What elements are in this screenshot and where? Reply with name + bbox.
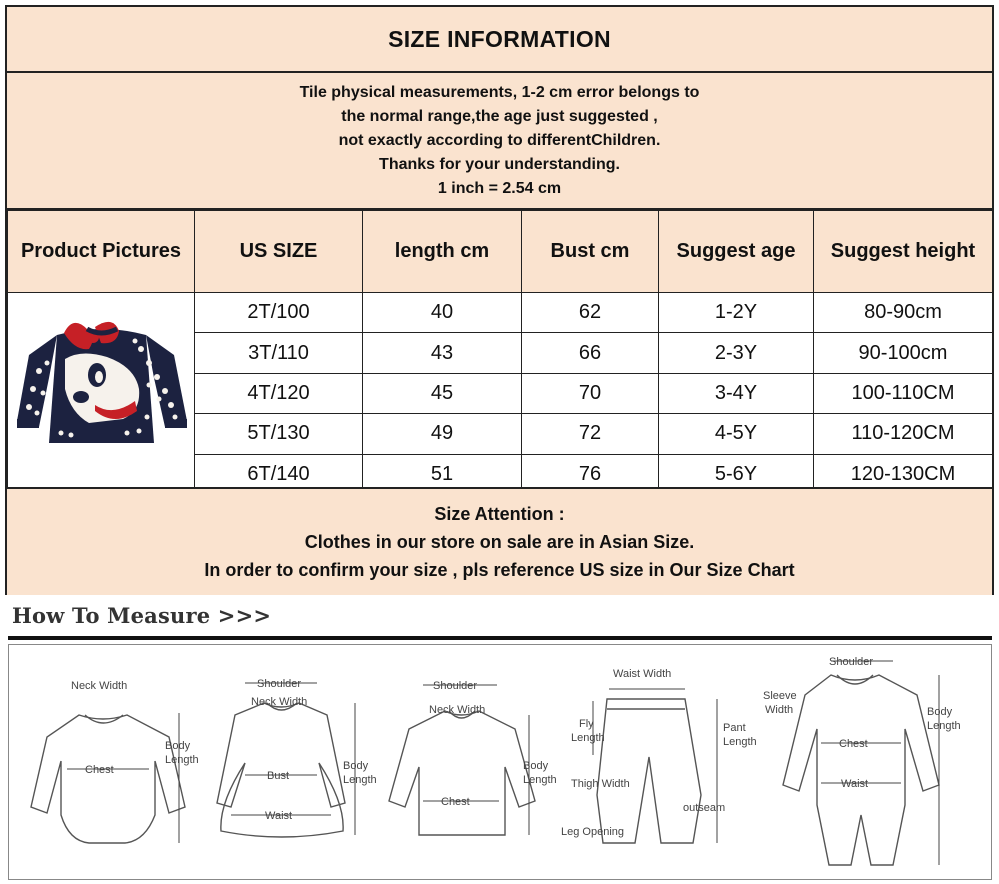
label-chest: Chest (839, 738, 868, 750)
label-outseam: outseam (683, 802, 726, 814)
table-cell: 110-120CM (814, 414, 993, 454)
table-cell: 3-4Y (659, 373, 814, 413)
table-cell: 40 (363, 293, 522, 333)
top-diagram (389, 711, 535, 835)
table-cell: 90-100cm (814, 333, 993, 373)
table-cell: 6T/140 (195, 454, 363, 494)
table-cell: 120-130CM (814, 454, 993, 494)
label-waist: Waist (841, 778, 869, 790)
label-sleeve-width: Sleeve (763, 690, 797, 702)
label-waist: Waist (265, 810, 293, 822)
table-cell: 4-5Y (659, 414, 814, 454)
table-header-row (8, 211, 993, 293)
label-body-length: Body (523, 760, 549, 772)
label-pant-length: Length (723, 736, 757, 748)
label-sleeve-width: Width (765, 704, 794, 716)
table-cell: 80-90cm (814, 293, 993, 333)
note-line: Tile physical measurements, 1-2 cm error belongs to (299, 83, 700, 101)
size-table (7, 210, 993, 495)
table-cell: 72 (522, 414, 659, 454)
note-line: not exactly according to differentChildren. (338, 131, 661, 149)
label-chest: Chest (441, 796, 470, 808)
pants-diagram (597, 699, 701, 843)
attention-heading: Size Attention : (434, 504, 565, 524)
label-body-length: Length (165, 754, 199, 766)
column-header: length cm (363, 211, 522, 293)
table-cell: 2T/100 (195, 293, 363, 333)
table-row (8, 293, 993, 333)
table-cell: 3T/110 (195, 333, 363, 373)
label-neck-width: Neck Width (71, 680, 128, 692)
label-fly-length: Fly (579, 718, 594, 730)
column-header: Suggest age (659, 211, 814, 293)
table-cell: 4T/120 (195, 373, 363, 413)
product-picture-cell (8, 293, 195, 495)
column-header: Bust cm (522, 211, 659, 293)
table-cell: 43 (363, 333, 522, 373)
column-header: US SIZE (195, 211, 363, 293)
page-title: SIZE INFORMATION (7, 7, 992, 73)
label-body-length: Length (343, 774, 377, 786)
column-header: Suggest height (814, 211, 993, 293)
size-chart-sheet (5, 5, 994, 595)
romper-diagram (783, 675, 939, 865)
table-cell: 62 (522, 293, 659, 333)
table-cell: 70 (522, 373, 659, 413)
label-bust: Bust (267, 770, 290, 782)
bodysuit-diagram (31, 715, 185, 843)
table-cell: 45 (363, 373, 522, 413)
label-body-length: Body (927, 706, 953, 718)
label-shoulder: Shoulder (829, 656, 874, 668)
measurement-diagrams (8, 644, 992, 880)
label-neck-width: Neck Width (251, 696, 308, 708)
table-cell: 49 (363, 414, 522, 454)
table-cell: 2-3Y (659, 333, 814, 373)
column-header: Product Pictures (8, 211, 195, 293)
table-cell: 1-2Y (659, 293, 814, 333)
attention-line: In order to confirm your size , pls reference US size in Our Size Chart (204, 560, 795, 580)
size-attention (7, 487, 992, 595)
garment-diagrams (9, 645, 993, 881)
table-cell: 5-6Y (659, 454, 814, 494)
note-line: the normal range,the age just suggested , (341, 107, 658, 125)
label-body-length: Body (165, 740, 191, 752)
label-pant-length: Pant (723, 722, 746, 734)
table-cell: 5T/130 (195, 414, 363, 454)
label-leg-opening: Leg Opening (561, 826, 624, 838)
label-shoulder: Shoulder (433, 680, 478, 692)
note-line: 1 inch = 2.54 cm (437, 179, 562, 197)
sweater-image (9, 293, 194, 488)
table-cell: 66 (522, 333, 659, 373)
attention-line: Clothes in our store on sale are in Asian Size. (304, 532, 695, 552)
label-thigh-width: Thigh Width (571, 778, 630, 790)
label-body-length: Length (523, 774, 557, 786)
how-to-measure-title: How To Measure >>> (12, 603, 272, 628)
table-cell: 100-110CM (814, 373, 993, 413)
measurement-notes (7, 73, 992, 210)
label-waist-width: Waist Width (613, 668, 672, 680)
label-shoulder: Shoulder (257, 678, 302, 690)
note-line: Thanks for your understanding. (379, 155, 620, 173)
label-body-length: Length (927, 720, 961, 732)
table-cell: 51 (363, 454, 522, 494)
divider (8, 636, 992, 640)
label-fly-length: Length (571, 732, 605, 744)
table-cell: 76 (522, 454, 659, 494)
label-neck-width: Neck Width (429, 704, 486, 716)
label-chest: Chest (85, 764, 114, 776)
label-body-length: Body (343, 760, 369, 772)
